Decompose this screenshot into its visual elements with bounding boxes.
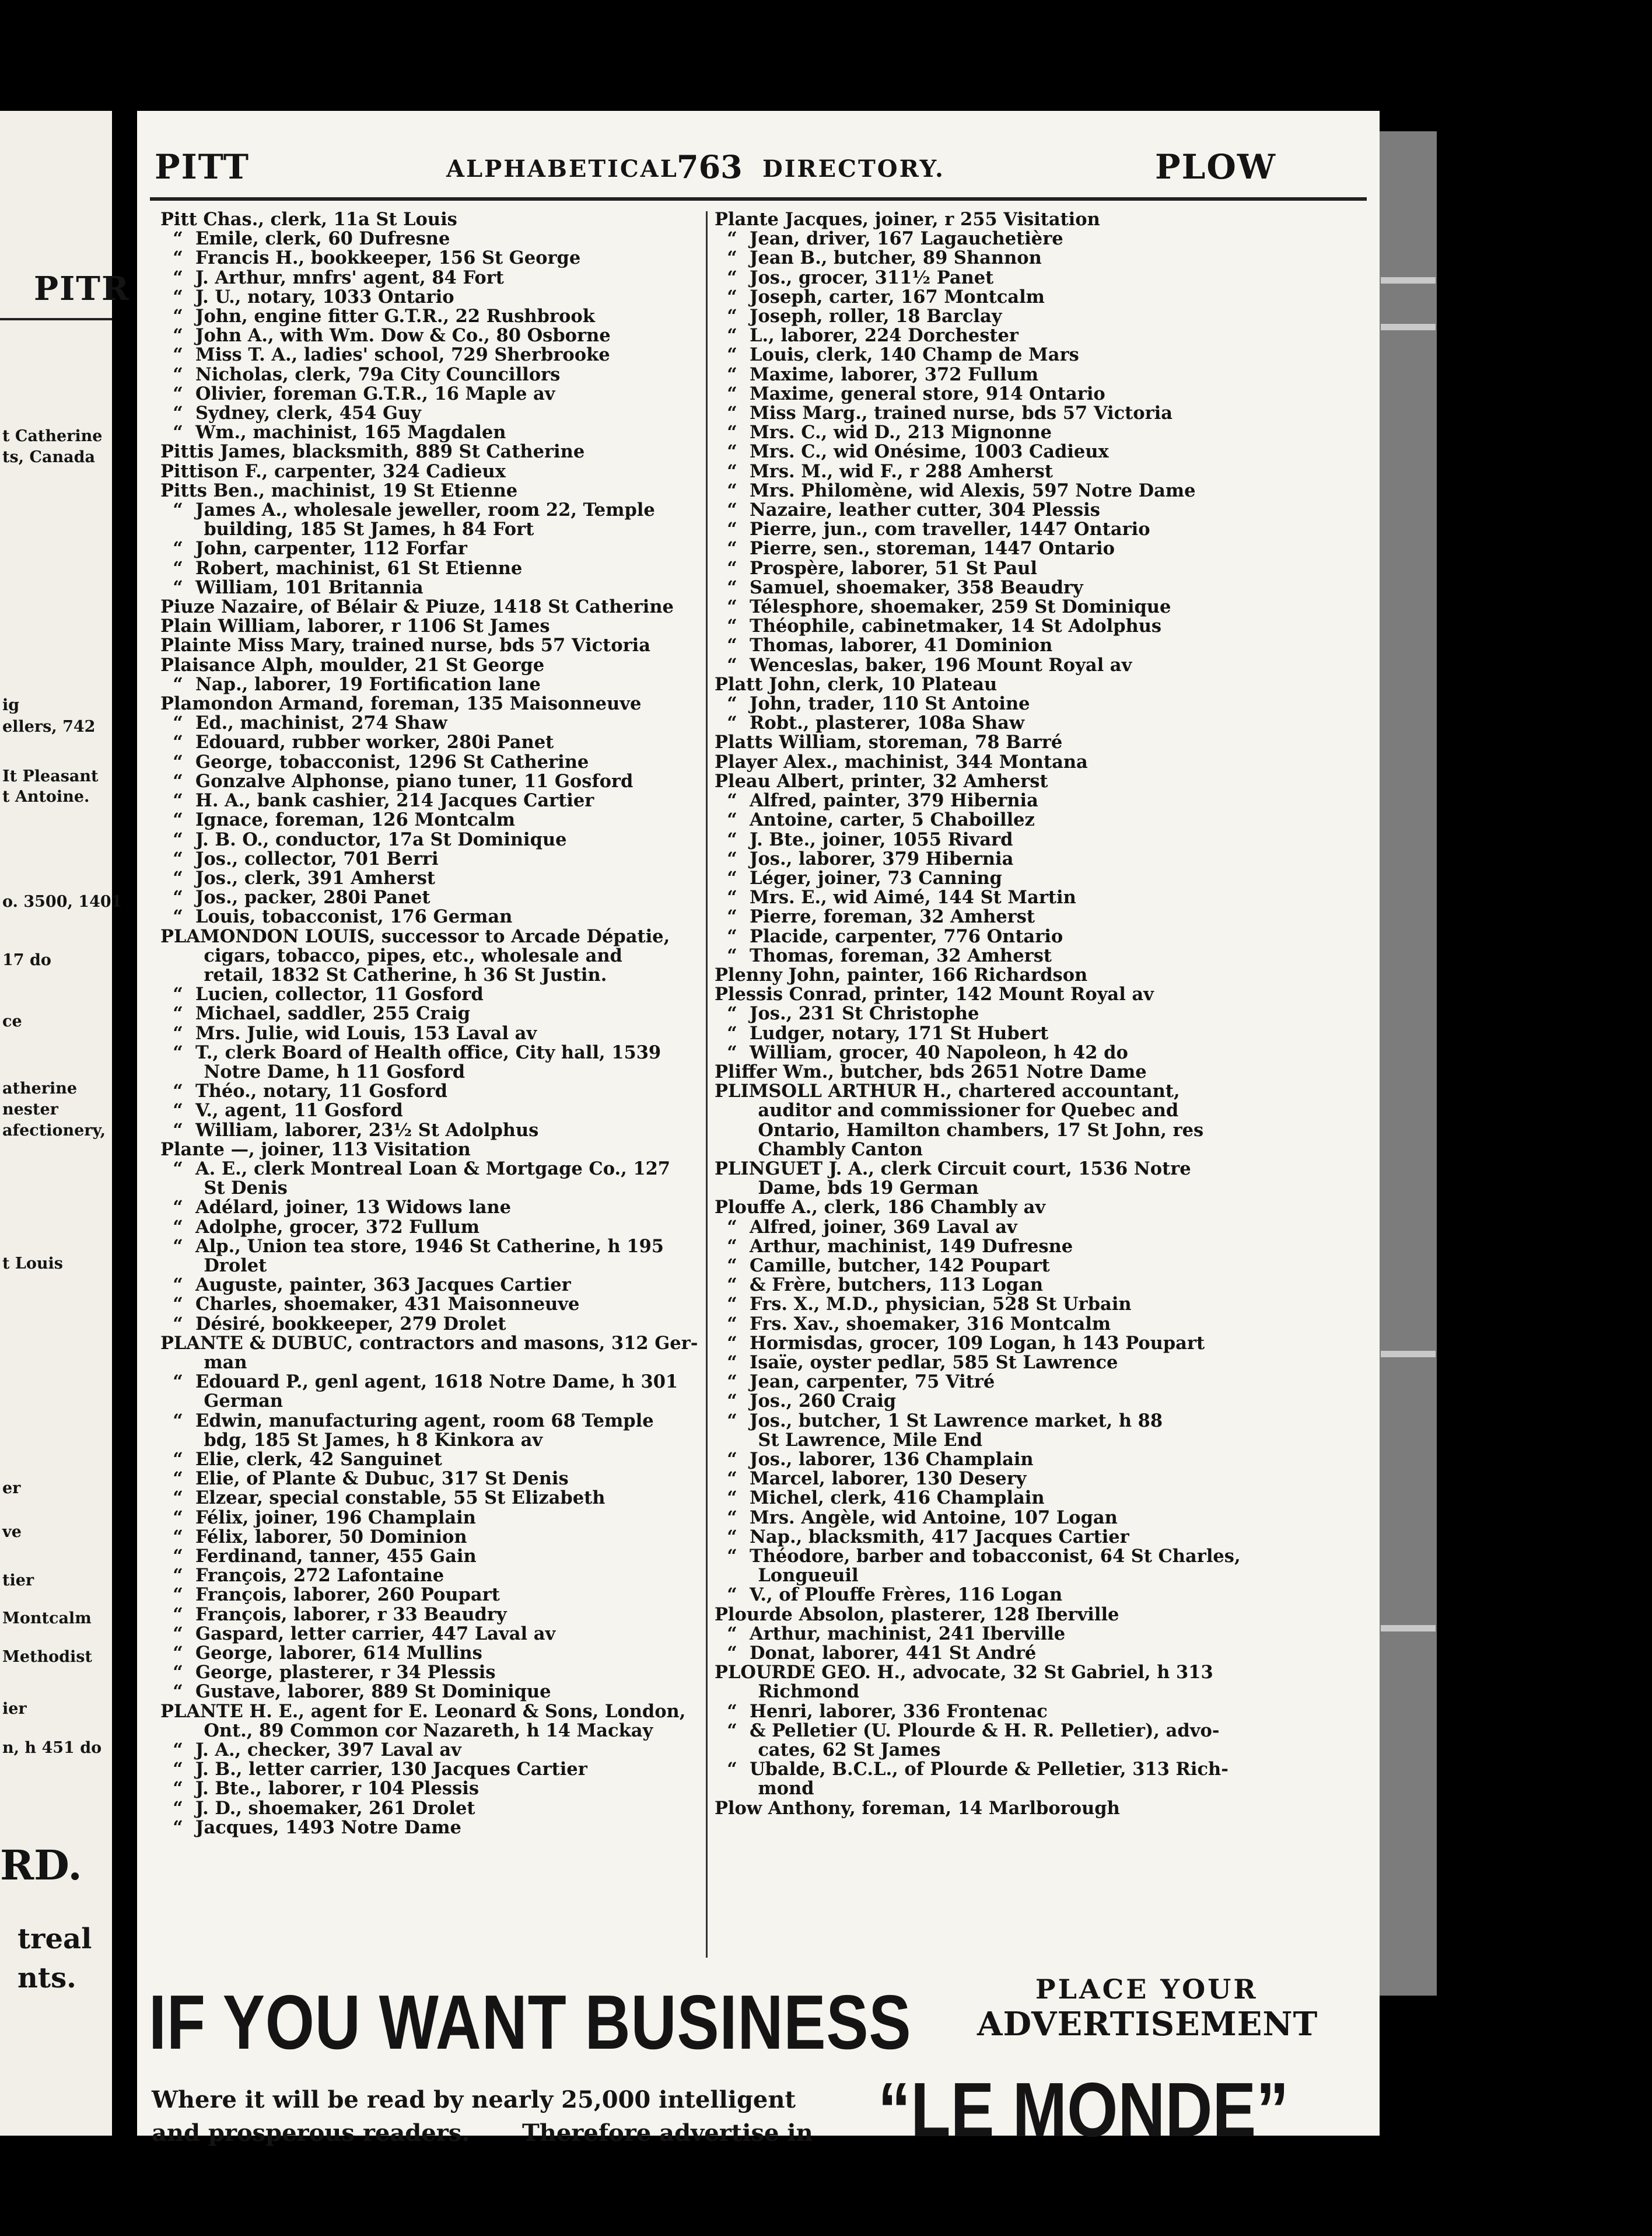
ad-place-your: PLACE YOUR xyxy=(1035,1973,1258,2005)
directory-entry-line: Platt John, clerk, 10 Plateau xyxy=(715,673,998,695)
directory-entry-line: “ Jean, carpenter, 75 Vitré xyxy=(715,1371,995,1393)
directory-entry-line: “ Mrs. C., wid D., 213 Mignonne xyxy=(715,422,1052,443)
directory-entry-line: Chambly Canton xyxy=(715,1138,923,1160)
facing-text-fragment: tier xyxy=(2,1571,34,1589)
directory-entry-line: “ Antoine, carter, 5 Chaboillez xyxy=(715,809,1035,831)
directory-entry-line: “ A. E., clerk Montreal Loan & Mortgage Co., 127 xyxy=(160,1158,671,1179)
directory-entry-line: bdg, 185 St James, h 8 Kinkora av xyxy=(160,1429,543,1451)
directory-entry-line: Notre Dame, h 11 Gosford xyxy=(160,1061,466,1082)
advertisement xyxy=(149,1966,1368,2153)
directory-entry-line: “ Elzear, special constable, 55 St Elizabeth xyxy=(160,1487,606,1509)
directory-entry-line: Plourde Absolon, plasterer, 128 Iberville xyxy=(715,1603,1119,1625)
directory-entry-line: “ Francis H., bookkeeper, 156 St George xyxy=(160,247,581,269)
edge-fillet xyxy=(1381,1351,1436,1357)
directory-entry-line: “ J. A., checker, 397 Laval av xyxy=(160,1739,461,1761)
facing-ad-fragment: nts. xyxy=(18,1962,76,1994)
directory-entry-line: “ Mrs. E., wid Aimé, 144 St Martin xyxy=(715,887,1076,909)
directory-entry-line: Pliffer Wm., butcher, bds 2651 Notre Dame xyxy=(715,1061,1147,1082)
directory-entry-line: “ Gustave, laborer, 889 St Dominique xyxy=(160,1681,551,1703)
directory-entry-line: “ Arthur, machinist, 149 Dufresne xyxy=(715,1235,1073,1257)
directory-entry-line: Ontario, Hamilton chambers, 17 St John, res xyxy=(715,1119,1204,1141)
ad-advertisement-word: ADVERTISEMENT xyxy=(977,2005,1318,2043)
directory-entry-line: retail, 1832 St Catherine, h 36 St Justin. xyxy=(160,964,607,986)
directory-entry-line: St Denis xyxy=(160,1178,288,1199)
directory-entry-line: “ J. B. O., conductor, 17a St Dominique xyxy=(160,829,567,850)
directory-entry-line: “ Alp., Union tea store, 1946 St Catherine, h 195 xyxy=(160,1235,664,1257)
directory-entry-line: Plessis Conrad, printer, 142 Mount Royal av xyxy=(715,984,1154,1005)
directory-entry-line: cates, 62 St James xyxy=(715,1739,941,1761)
directory-entry-line: “ Mrs. C., wid Onésime, 1003 Cadieux xyxy=(715,441,1109,463)
ad-newspaper-name: “LE MONDE” xyxy=(878,2067,1289,2153)
directory-entry-line: “ Hormisdas, grocer, 109 Logan, h 143 Poupart xyxy=(715,1332,1205,1354)
directory-entry-line: “ Nap., blacksmith, 417 Jacques Cartier xyxy=(715,1526,1129,1547)
directory-entry-line: “ Nicholas, clerk, 79a City Councillors xyxy=(160,364,561,385)
directory-entry-line: “ J. B., letter carrier, 130 Jacques Cartier xyxy=(160,1759,587,1780)
directory-entry-line: PLINGUET J. A., clerk Circuit court, 1536 Notre xyxy=(715,1158,1191,1179)
directory-entry-line: “ Lucien, collector, 11 Gosford xyxy=(160,984,484,1005)
directory-entry-line: “ Ferdinand, tanner, 455 Gain xyxy=(160,1546,477,1567)
directory-entry-line: “ George, laborer, 614 Mullins xyxy=(160,1643,482,1664)
directory-entry-line: “ Jean, driver, 167 Lagauchetière xyxy=(715,228,1063,250)
directory-entry-line: PLIMSOLL ARTHUR H., chartered accountant, xyxy=(715,1081,1180,1102)
facing-text-fragment: Methodist xyxy=(2,1648,92,1666)
facing-text-fragment: t Antoine. xyxy=(2,788,90,806)
directory-entry-line: “ William, 101 Britannia xyxy=(160,577,424,598)
header-left-word: PITT xyxy=(155,147,250,187)
directory-entry-line: “ Jos., clerk, 391 Amherst xyxy=(160,867,435,889)
directory-entry-line: Piuze Nazaire, of Bélair & Piuze, 1418 St Catherine xyxy=(160,596,674,618)
directory-entry-line: Pittison F., carpenter, 324 Cadieux xyxy=(160,460,506,482)
ad-headline: IF YOU WANT BUSINESS xyxy=(149,1979,912,2065)
directory-entry-line: Plante Jacques, joiner, r 255 Visitation xyxy=(715,209,1100,230)
facing-text-fragment: nester xyxy=(2,1100,58,1119)
directory-entry-line: “ Frs. X., M.D., physician, 528 St Urbain xyxy=(715,1294,1132,1315)
directory-entry-line: auditor and commissioner for Quebec and xyxy=(715,1100,1179,1122)
directory-entry-line: “ Frs. Xav., shoemaker, 316 Montcalm xyxy=(715,1313,1111,1334)
directory-entry-line: “ Michel, clerk, 416 Champlain xyxy=(715,1487,1045,1509)
directory-entry-line: “ Alfred, painter, 379 Hibernia xyxy=(715,790,1038,812)
directory-entry-line: “ Nap., laborer, 19 Fortification lane xyxy=(160,673,541,695)
directory-entry-line: PLANTE & DUBUC, contractors and masons, 312 Ger- xyxy=(160,1332,698,1354)
directory-entry-line: PLANTE H. E., agent for E. Leonard & Sons, London, xyxy=(160,1700,686,1722)
facing-page-fragment xyxy=(0,111,130,2136)
directory-entry-line: “ Joseph, carter, 167 Montcalm xyxy=(715,286,1045,308)
facing-text-fragment: It Pleasant xyxy=(2,767,99,785)
directory-entry-line: “ Mrs. Julie, wid Louis, 153 Laval av xyxy=(160,1022,537,1044)
edge-fillet xyxy=(1381,324,1436,330)
directory-entry-line: Richmond xyxy=(715,1681,860,1703)
directory-entry-line: “ T., clerk Board of Health office, City hall, 1539 xyxy=(160,1042,662,1063)
directory-entry-line: “ William, laborer, 23½ St Adolphus xyxy=(160,1119,539,1141)
directory-entry-line: “ Mrs. Angèle, wid Antoine, 107 Logan xyxy=(715,1507,1118,1528)
ad-therefore-line: Therefore advertise in xyxy=(522,2119,813,2147)
directory-entry-line: “ Ludger, notary, 171 St Hubert xyxy=(715,1022,1049,1044)
directory-entry-line: Pitt Chas., clerk, 11a St Louis xyxy=(160,209,457,230)
directory-entry-line: Pleau Albert, printer, 32 Amherst xyxy=(715,770,1048,792)
directory-entry-line: “ Wm., machinist, 165 Magdalen xyxy=(160,422,506,443)
directory-entry-line: “ Adélard, joiner, 13 Widows lane xyxy=(160,1197,512,1218)
directory-entry-line: “ Arthur, machinist, 241 Iberville xyxy=(715,1623,1066,1644)
directory-entry-line: “ Louis, clerk, 140 Champ de Mars xyxy=(715,344,1079,366)
directory-entry-line: “ H. A., bank cashier, 214 Jacques Cartier xyxy=(160,790,594,812)
facing-ad-fragment: treal xyxy=(18,1923,92,1955)
directory-entry-line: Plante —, joiner, 113 Visitation xyxy=(160,1138,471,1160)
header-right-word: PLOW xyxy=(1155,147,1277,187)
directory-entry-line: “ Edouard P., genl agent, 1618 Notre Dame, h 301 xyxy=(160,1371,678,1393)
directory-entry-line: Plamondon Armand, foreman, 135 Maisonneuve xyxy=(160,693,642,715)
directory-entry-line: “ Alfred, joiner, 369 Laval av xyxy=(715,1216,1017,1238)
facing-text-fragment: o. 3500, 1401 xyxy=(2,893,123,911)
directory-entry-line: “ Edwin, manufacturing agent, room 68 Temple xyxy=(160,1410,654,1431)
directory-entry-line: “ L., laborer, 224 Dorchester xyxy=(715,325,1019,347)
facing-text-fragment: ce xyxy=(2,1012,22,1030)
directory-entry-line: Plainte Miss Mary, trained nurse, bds 57 Victoria xyxy=(160,635,651,656)
directory-entry-line: “ Joseph, roller, 18 Barclay xyxy=(715,306,1002,327)
running-header xyxy=(137,147,1380,205)
directory-entry-line: “ Edouard, rubber worker, 280i Panet xyxy=(160,732,554,753)
facing-text-fragment: ier xyxy=(2,1700,27,1718)
directory-entry-line: “ V., agent, 11 Gosford xyxy=(160,1100,403,1122)
right-column xyxy=(715,210,1359,1818)
directory-entry-line: “ Louis, tobacconist, 176 German xyxy=(160,906,513,928)
directory-entry-line: “ Gonzalve Alphonse, piano tuner, 11 Gosford xyxy=(160,770,634,792)
facing-text-fragment: ve xyxy=(2,1523,22,1541)
directory-entry-line: “ Jos., laborer, 379 Hibernia xyxy=(715,848,1014,869)
directory-entry-line: “ John A., with Wm. Dow & Co., 80 Osborne xyxy=(160,325,611,347)
directory-entry-line: “ Jos., 260 Craig xyxy=(715,1390,897,1412)
directory-entry-line: “ Miss Marg., trained nurse, bds 57 Victoria xyxy=(715,403,1173,424)
directory-entry-line: “ Jacques, 1493 Notre Dame xyxy=(160,1816,461,1838)
directory-entry-line: cigars, tobacco, pipes, etc., wholesale and xyxy=(160,945,622,966)
directory-entry-line: PLAMONDON LOUIS, successor to Arcade Dépatie, xyxy=(160,925,670,947)
facing-text-fragment: n, h 451 do xyxy=(2,1739,102,1757)
directory-entry-line: mond xyxy=(715,1778,814,1800)
directory-entry-line: German xyxy=(160,1390,284,1412)
directory-entry-line: “ Mrs. M., wid F., r 288 Amherst xyxy=(715,460,1053,482)
ad-prosperous-line: and prosperous readers. xyxy=(152,2119,470,2147)
directory-entry-line: “ François, laborer, r 33 Beaudry xyxy=(160,1603,507,1625)
directory-entry-line: “ Thomas, laborer, 41 Dominion xyxy=(715,635,1053,656)
directory-entry-line: “ Robert, machinist, 61 St Etienne xyxy=(160,557,523,579)
directory-entry-line: “ George, tobacconist, 1296 St Catherine xyxy=(160,751,589,773)
facing-text-fragment: afectionery, xyxy=(2,1122,106,1140)
directory-entry-line: “ Thomas, foreman, 32 Amherst xyxy=(715,945,1052,966)
directory-entry-line: “ Auguste, painter, 363 Jacques Cartier xyxy=(160,1274,571,1296)
directory-entry-line: “ Marcel, laborer, 130 Desery xyxy=(715,1468,1027,1490)
directory-entry-line: “ Ubalde, B.C.L., of Plourde & Pelletier, 313 Rich- xyxy=(715,1759,1228,1780)
directory-entry-line: Longueuil xyxy=(715,1565,859,1587)
directory-entry-line: “ Pierre, sen., storeman, 1447 Ontario xyxy=(715,538,1115,560)
directory-entry-line: “ Théo., notary, 11 Gosford xyxy=(160,1081,447,1102)
edge-fillet xyxy=(1381,277,1436,284)
directory-entry-line: Pittis James, blacksmith, 889 St Catherine xyxy=(160,441,585,463)
directory-entry-line: “ Jos., packer, 280i Panet xyxy=(160,887,430,909)
facing-text-fragment: t Catherine xyxy=(2,427,103,445)
header-title-right: DIRECTORY. xyxy=(762,155,945,183)
directory-entry-line: “ Charles, shoemaker, 431 Maisonneuve xyxy=(160,1294,580,1315)
directory-entry-line: “ Olivier, foreman G.T.R., 16 Maple av xyxy=(160,383,555,404)
facing-running-head: PITR xyxy=(34,270,130,308)
facing-text-fragment: ig xyxy=(2,696,20,714)
directory-entry-line: Player Alex., machinist, 344 Montana xyxy=(715,751,1088,773)
directory-entry-line: Drolet xyxy=(160,1255,267,1276)
directory-entry-line: “ Elie, clerk, 42 Sanguinet xyxy=(160,1449,442,1470)
directory-entry-line: “ Ed., machinist, 274 Shaw xyxy=(160,712,447,734)
directory-entry-line: Plouffe A., clerk, 186 Chambly av xyxy=(715,1197,1046,1218)
directory-entry-line: “ John, engine fitter G.T.R., 22 Rushbrook xyxy=(160,306,595,327)
header-title-left: ALPHABETICAL xyxy=(446,155,678,183)
directory-entry-line: “ James A., wholesale jeweller, room 22, Temple xyxy=(160,499,655,521)
facing-ad-fragment: RD. xyxy=(0,1841,82,1889)
directory-entry-line: “ Gaspard, letter carrier, 447 Laval av xyxy=(160,1623,556,1644)
directory-entry-line: “ Mrs. Philomène, wid Alexis, 597 Notre Dame xyxy=(715,480,1196,501)
directory-entry-line: “ Télesphore, shoemaker, 259 St Dominique xyxy=(715,596,1171,618)
directory-entry-line: “ Nazaire, leather cutter, 304 Plessis xyxy=(715,499,1100,521)
directory-entry-line: “ Emile, clerk, 60 Dufresne xyxy=(160,228,450,250)
directory-entry-line: “ Camille, butcher, 142 Poupart xyxy=(715,1255,1050,1276)
directory-entry-line: Plow Anthony, foreman, 14 Marlborough xyxy=(715,1797,1120,1819)
directory-entry-line: “ Jos., butcher, 1 St Lawrence market, h 88 xyxy=(715,1410,1163,1431)
directory-entry-line: “ Henri, laborer, 336 Frontenac xyxy=(715,1700,1048,1722)
directory-entry-line: Plaisance Alph, moulder, 21 St George xyxy=(160,654,545,676)
directory-entry-line: “ Wenceslas, baker, 196 Mount Royal av xyxy=(715,654,1132,676)
directory-entry-line: “ François, 272 Lafontaine xyxy=(160,1565,444,1587)
directory-entry-line: Dame, bds 19 German xyxy=(715,1178,979,1199)
directory-entry-line: “ V., of Plouffe Frères, 116 Logan xyxy=(715,1584,1063,1606)
column-divider xyxy=(706,211,708,1958)
facing-text-fragment: 17 do xyxy=(2,951,51,969)
directory-entry-line: “ Miss T. A., ladies' school, 729 Sherbrooke xyxy=(160,344,610,366)
directory-entry-line: “ Jos., 231 St Christophe xyxy=(715,1003,979,1025)
directory-entry-line: Pitts Ben., machinist, 19 St Etienne xyxy=(160,480,518,501)
directory-entry-line: “ Samuel, shoemaker, 358 Beaudry xyxy=(715,577,1083,598)
directory-entry-line: “ Isaïe, oyster pedlar, 585 St Lawrence xyxy=(715,1351,1118,1373)
directory-entry-line: Ont., 89 Common cor Nazareth, h 14 Mackay xyxy=(160,1720,653,1741)
directory-entry-line: St Lawrence, Mile End xyxy=(715,1429,983,1451)
directory-entry-line: “ Michael, saddler, 255 Craig xyxy=(160,1003,471,1025)
directory-entry-line: “ Pierre, jun., com traveller, 1447 Ontario xyxy=(715,519,1150,540)
directory-entry-line: “ Pierre, foreman, 32 Amherst xyxy=(715,906,1035,928)
directory-entry-line: “ Sydney, clerk, 454 Guy xyxy=(160,403,421,424)
facing-text-fragment: ellers, 742 xyxy=(2,718,96,736)
directory-entry-line: Plenny John, painter, 166 Richardson xyxy=(715,964,1088,986)
ad-readership-line: Where it will be read by nearly 25,000 intelligent xyxy=(152,2086,796,2113)
directory-entry-line: “ Prospère, laborer, 51 St Paul xyxy=(715,557,1037,579)
page-edge xyxy=(1380,131,1437,1996)
directory-entry-line: “ George, plasterer, r 34 Plessis xyxy=(160,1662,496,1683)
directory-entry-line: “ Ignace, foreman, 126 Montcalm xyxy=(160,809,515,831)
page-number: 763 xyxy=(677,148,743,186)
directory-entry-line: “ Félix, joiner, 196 Champlain xyxy=(160,1507,476,1528)
left-column xyxy=(160,210,700,1837)
directory-entry-line: man xyxy=(160,1351,247,1373)
facing-header-rule xyxy=(0,318,112,320)
directory-entry-line: “ J. Arthur, mnfrs' agent, 84 Fort xyxy=(160,267,504,288)
directory-entry-line: “ Maxime, general store, 914 Ontario xyxy=(715,383,1105,404)
directory-entry-line: “ Théophile, cabinetmaker, 14 St Adolphus xyxy=(715,616,1162,637)
directory-entry-line: Platts William, storeman, 78 Barré xyxy=(715,732,1063,753)
directory-entry-line: “ Désiré, bookkeeper, 279 Drolet xyxy=(160,1313,506,1334)
directory-entry-line: “ Maxime, laborer, 372 Fullum xyxy=(715,364,1039,385)
directory-entry-line: “ Léger, joiner, 73 Canning xyxy=(715,867,1002,889)
directory-entry-line: “ Jos., collector, 701 Berri xyxy=(160,848,439,869)
directory-entry-line: “ Jos., laborer, 136 Champlain xyxy=(715,1449,1034,1470)
directory-entry-line: “ J. D., shoemaker, 261 Drolet xyxy=(160,1797,475,1819)
directory-entry-line: “ J. U., notary, 1033 Ontario xyxy=(160,286,454,308)
header-rule xyxy=(150,197,1367,201)
facing-text-fragment: ts, Canada xyxy=(2,448,95,466)
directory-entry-line: “ Robt., plasterer, 108a Shaw xyxy=(715,712,1025,734)
directory-entry-line: “ John, carpenter, 112 Forfar xyxy=(160,538,467,560)
directory-page xyxy=(137,111,1380,2153)
directory-entry-line: “ J. Bte., laborer, r 104 Plessis xyxy=(160,1778,480,1800)
directory-entry-line: “ Jos., grocer, 311½ Panet xyxy=(715,267,994,288)
edge-fillet xyxy=(1381,1625,1436,1631)
directory-entry-line: “ Placide, carpenter, 776 Ontario xyxy=(715,925,1063,947)
directory-entry-line: “ J. Bte., joiner, 1055 Rivard xyxy=(715,829,1013,850)
directory-entry-line: “ John, trader, 110 St Antoine xyxy=(715,693,1030,715)
facing-text-fragment: atherine xyxy=(2,1079,78,1098)
directory-entry-line: “ Jean B., butcher, 89 Shannon xyxy=(715,247,1042,269)
directory-entry-line: building, 185 St James, h 84 Fort xyxy=(160,519,534,540)
directory-entry-line: “ Théodore, barber and tobacconist, 64 St Charles, xyxy=(715,1546,1241,1567)
directory-entry-line: “ Donat, laborer, 441 St André xyxy=(715,1643,1037,1664)
directory-entry-line: PLOURDE GEO. H., advocate, 32 St Gabriel, h 313 xyxy=(715,1662,1213,1683)
directory-entry-line: “ & Frère, butchers, 113 Logan xyxy=(715,1274,1044,1296)
directory-entry-line: “ Félix, laborer, 50 Dominion xyxy=(160,1526,467,1547)
facing-text-fragment: er xyxy=(2,1479,21,1497)
facing-text-fragment: t Louis xyxy=(2,1255,63,1273)
directory-entry-line: “ Adolphe, grocer, 372 Fullum xyxy=(160,1216,480,1238)
directory-entry-line: “ François, laborer, 260 Poupart xyxy=(160,1584,500,1606)
directory-entry-line: Plain William, laborer, r 1106 St James xyxy=(160,616,550,637)
directory-entry-line: “ William, grocer, 40 Napoleon, h 42 do xyxy=(715,1042,1128,1063)
facing-text-fragment: Montcalm xyxy=(2,1609,92,1627)
directory-entry-line: “ Elie, of Plante & Dubuc, 317 St Denis xyxy=(160,1468,569,1490)
directory-entry-line: “ & Pelletier (U. Plourde & H. R. Pelletier), advo- xyxy=(715,1720,1220,1741)
